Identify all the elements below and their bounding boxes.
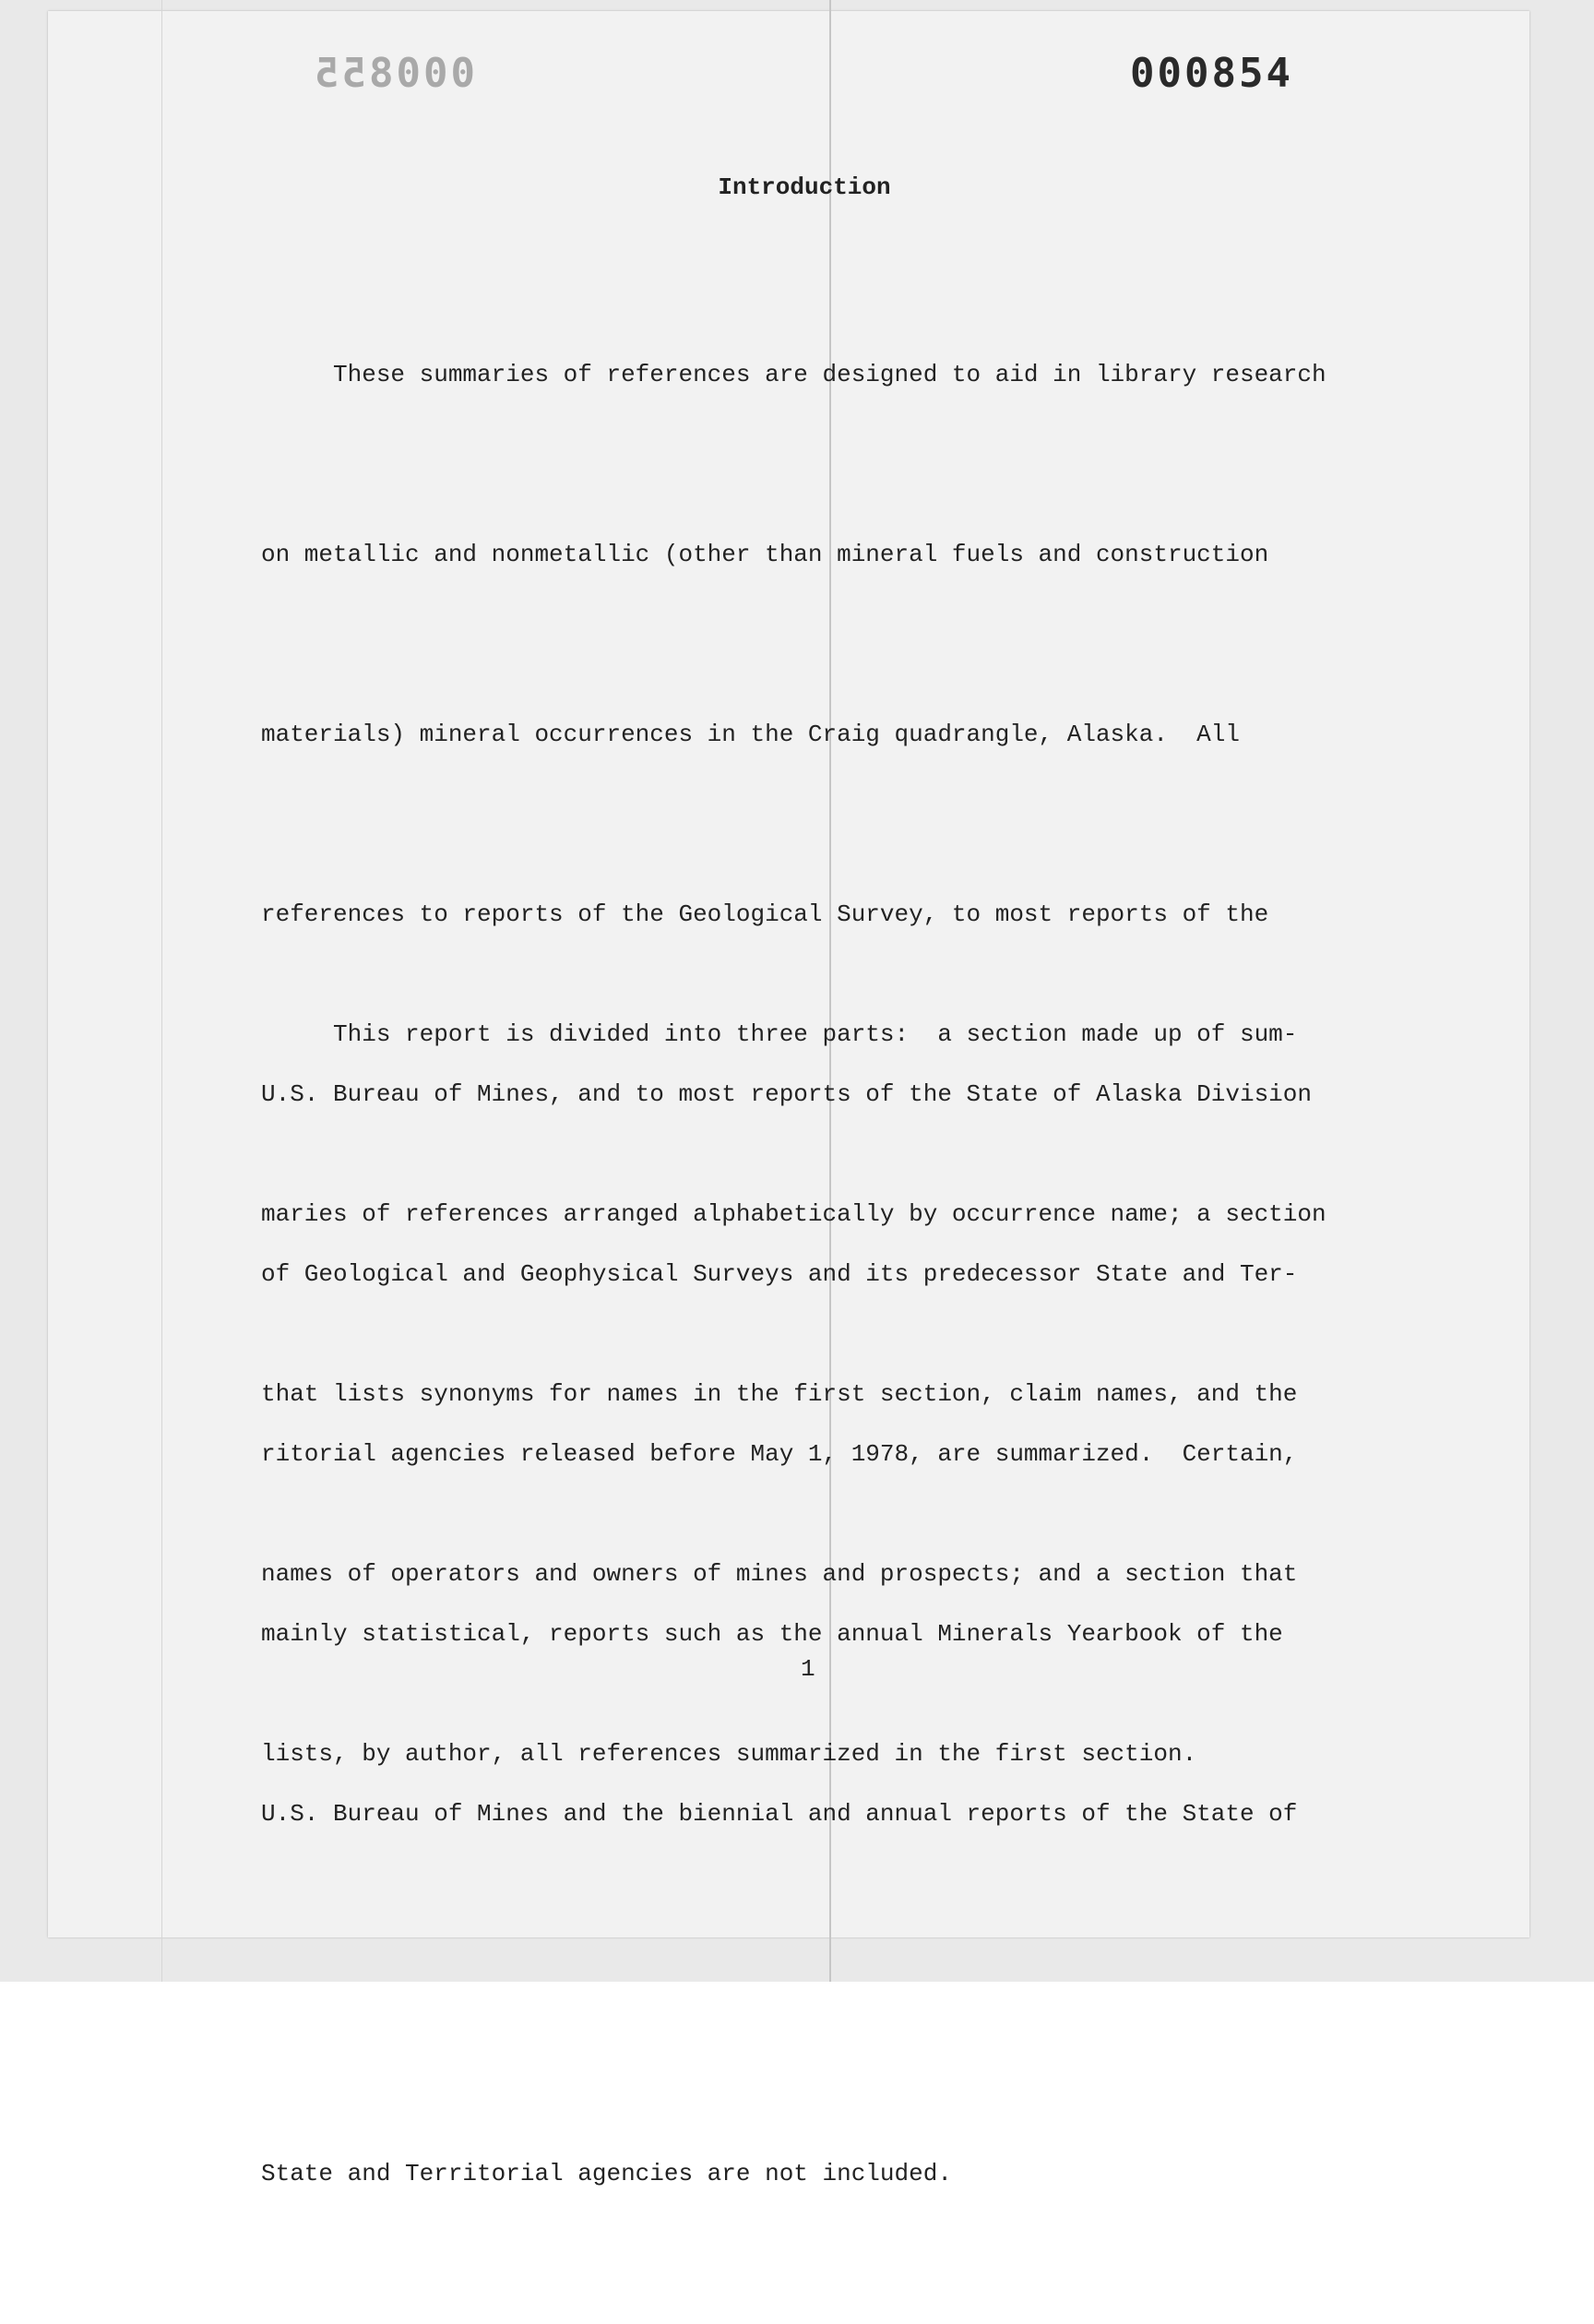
page-title: Introduction [718, 173, 891, 201]
text-line: U.S. Bureau of Mines and the biennial and annual reports of the State of [261, 1800, 1298, 1828]
text-line: mainly statistical, reports such as the annual Minerals Yearbook of the [261, 1620, 1283, 1648]
text-line: lists, by author, all references summarized in the first section. [261, 1740, 1197, 1768]
text-line: that lists synonyms for names in the first section, claim names, and the [261, 1380, 1298, 1408]
text-line: names of operators and owners of mines and prospects; and a section that [261, 1560, 1298, 1588]
text-line: This report is divided into three parts: a section made up of sum- [261, 1020, 1298, 1048]
page-number: 1 [801, 1655, 815, 1683]
scan-artifact-line [161, 0, 162, 1982]
text-line: of Geological and Geophysical Surveys and its predecessor State and Ter- [261, 1260, 1298, 1288]
text-line: on metallic and nonmetallic (other than mineral fuels and construction [261, 541, 1269, 568]
text-line: references to reports of the Geological Survey, to most reports of the [261, 900, 1269, 928]
text-line: materials) mineral occurrences in the Craig quadrangle, Alaska. All [261, 721, 1240, 748]
paragraph-2 [261, 885, 1405, 1904]
text-line: State and Territorial agencies are not included. [261, 2160, 952, 2187]
scan-bottom-margin [0, 1982, 1594, 2030]
document-stamp-number: 000854 [1130, 50, 1293, 97]
text-line: maries of references arranged alphabetically by occurrence name; a section [261, 1200, 1326, 1228]
text-line: U.S. Bureau of Mines, and to most reports of the State of Alaska Division [261, 1080, 1312, 1108]
text-line: These summaries of references are designed to aid in library research [261, 361, 1326, 388]
bleed-through-stamp-number: 000855 [312, 50, 475, 97]
text-line: ritorial agencies released before May 1, 1978, are summarized. Certain, [261, 1440, 1298, 1468]
